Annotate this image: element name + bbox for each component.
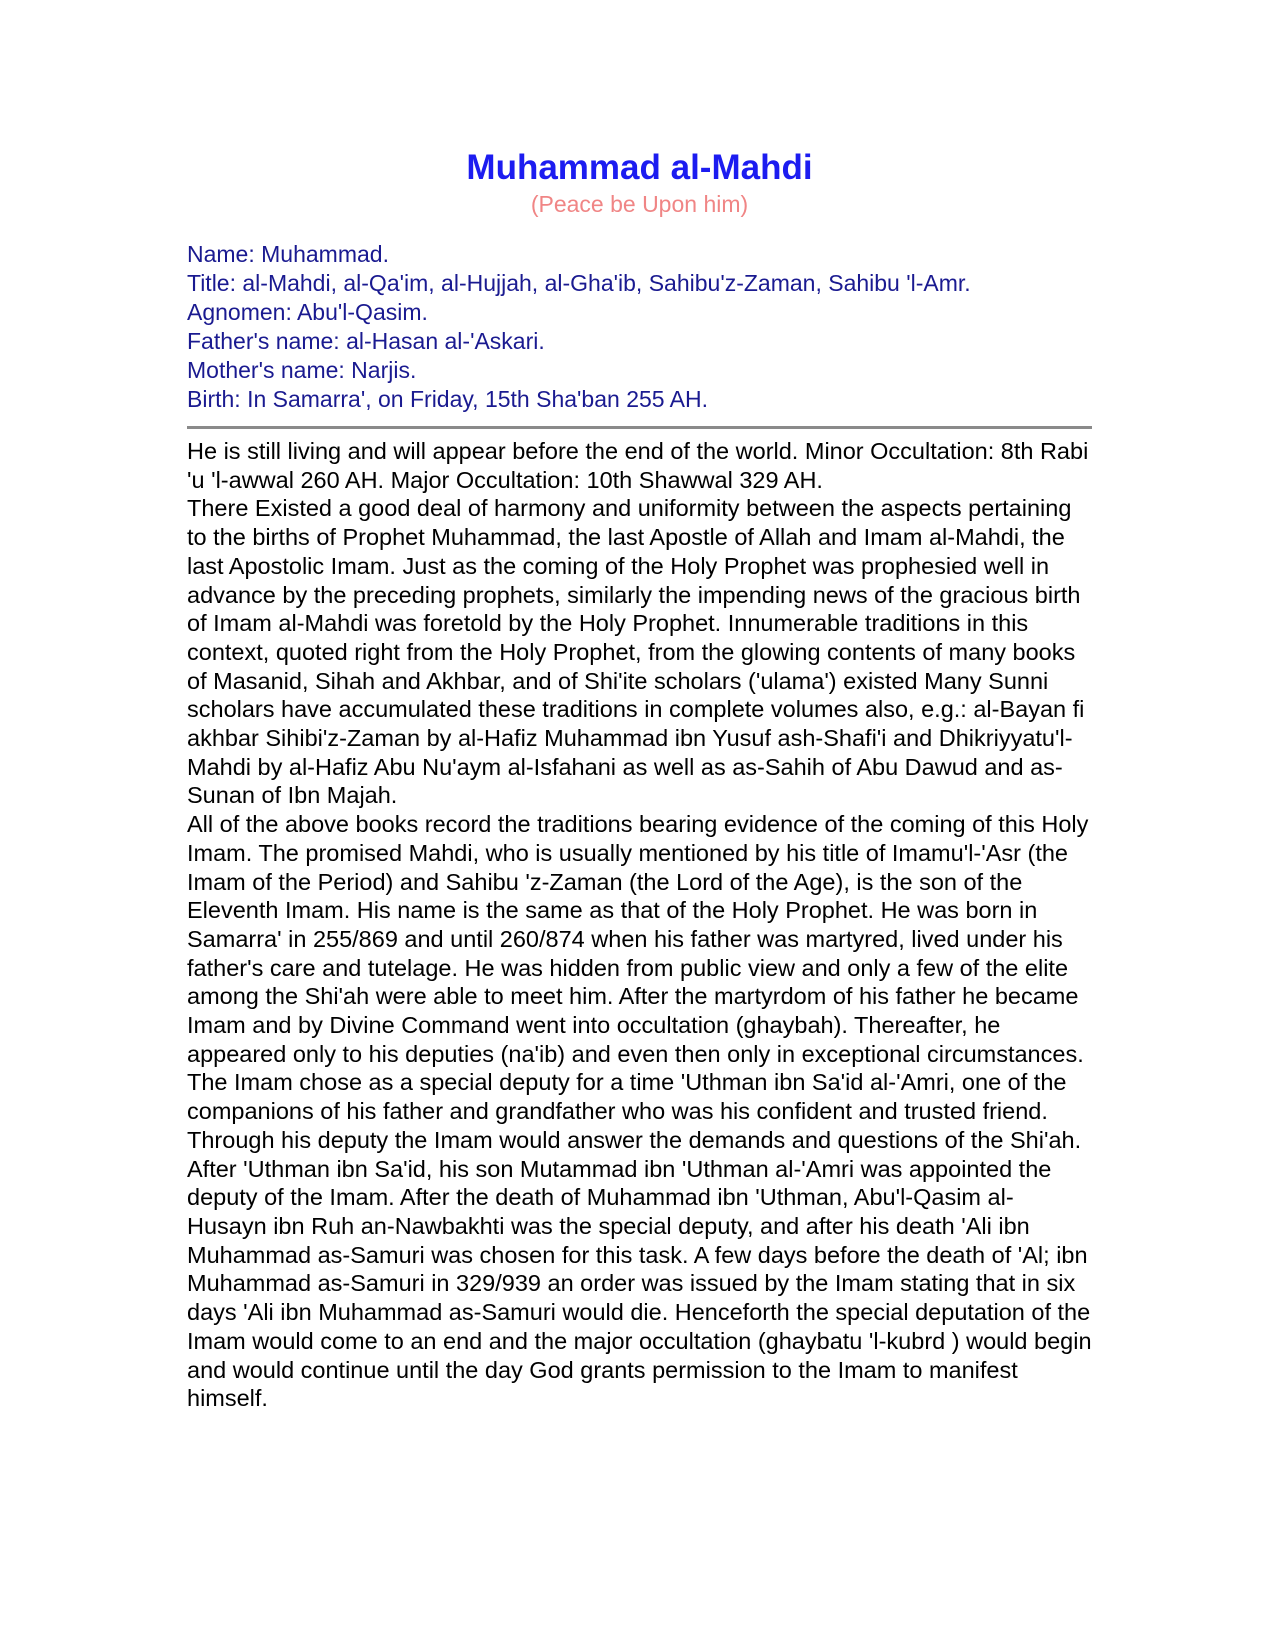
body-paragraph: He is still living and will appear before the end of the world. Minor Occultation: 8th Rabi 'u 'l-awwal 260 AH. Major Occultation: 10th Shawwal 329 AH. [187,438,1089,493]
biography-info-list [187,240,1092,414]
info-agnomen: Agnomen: Abu'l-Qasim. [187,299,428,325]
body-paragraph: The Imam chose as a special deputy for a time 'Uthman ibn Sa'id al-'Amri, one of the companions of his father and grandfather who was his confident and trusted friend. Through his deputy the Imam would answer the demands and questions of the Shi'ah. After 'Uthman ibn Sa'id, his son Mutammad ibn 'Uthman al-'Amri was appointed the deputy of the Imam. After the death of Muhammad ibn 'Uthman, Abu'l-Qasim al-Husayn ibn Ruh an-Nawbakhti was the special deputy, and after his death 'Ali ibn Muhammad as-Samuri was chosen for this task. A few days before the death of 'Al; ibn Muhammad as-Samuri in 329/939 an order was issued by the Imam stating that in six days 'Ali ibn Muhammad as-Samuri would die. Henceforth the special deputation of the Imam would come to an end and the major occultation (ghaybatu 'l-kubrd ) would begin and would continue until the day God grants permission to the Imam to manifest himself. [187,1069,1092,1412]
body-paragraph: All of the above books record the traditions bearing evidence of the coming of this Holy Imam. The promised Mahdi, who is usually mentioned by his title of Imamu'l-'Asr (the Imam of the Period) and Sahibu 'z-Zaman (the Lord of the Age), is the son of the Eleventh Imam. His name is the same as that of the Holy Prophet. He was born in Samarra' in 255/869 and until 260/874 when his father was martyred, lived under his father's care and tutelage. He was hidden from public view and only a few of the elite among the Shi'ah were able to meet him. After the martyrdom of his father he became Imam and by Divine Command went into occultation (ghaybah). Thereafter, he appeared only to his deputies (na'ib) and even then only in exceptional circumstances. [187,811,1089,1067]
document-page [187,146,1092,1413]
info-mother: Mother's name: Narjis. [187,357,417,383]
info-birth: Birth: In Samarra', on Friday, 15th Sha'ban 255 AH. [187,386,709,412]
page-subtitle: (Peace be Upon him) [530,191,749,217]
body-paragraph: There Existed a good deal of harmony and uniformity between the aspects pertaining to the births of Prophet Muhammad, the last Apostle of Allah and Imam al-Mahdi, the last Apostolic Imam. Just as the coming of the Holy Prophet was prophesied well in advance by the preceding prophets, similarly the impending news of the gracious birth of Imam al-Mahdi was foretold by the Holy Prophet. Innumerable traditions in this context, quoted right from the Holy Prophet, from the glowing contents of many books of Masanid, Sihah and Akhbar, and of Shi'ite scholars ('ulama') existed Many Sunni scholars have accumulated these traditions in complete volumes also, e.g.: al-Bayan fi akhbar Sihibi'z-Zaman by al-Hafiz Muhammad ibn Yusuf ash-Shafi'i and Dhikriyyatu'l-Mahdi by al-Hafiz Abu Nu'aym al-Isfahani as well as as-Sahih of Abu Dawud and as-Sunan of Ibn Majah. [187,495,1085,809]
info-title: Title: al-Mahdi, al-Qa'im, al-Hujjah, al-Gha'ib, Sahibu'z-Zaman, Sahibu 'l-Amr. [187,270,971,296]
info-name: Name: Muhammad. [187,241,389,267]
info-father: Father's name: al-Hasan al-'Askari. [187,328,545,354]
page-title: Muhammad al-Mahdi [466,148,813,187]
horizontal-divider [187,426,1092,429]
body-text [187,437,1092,1413]
